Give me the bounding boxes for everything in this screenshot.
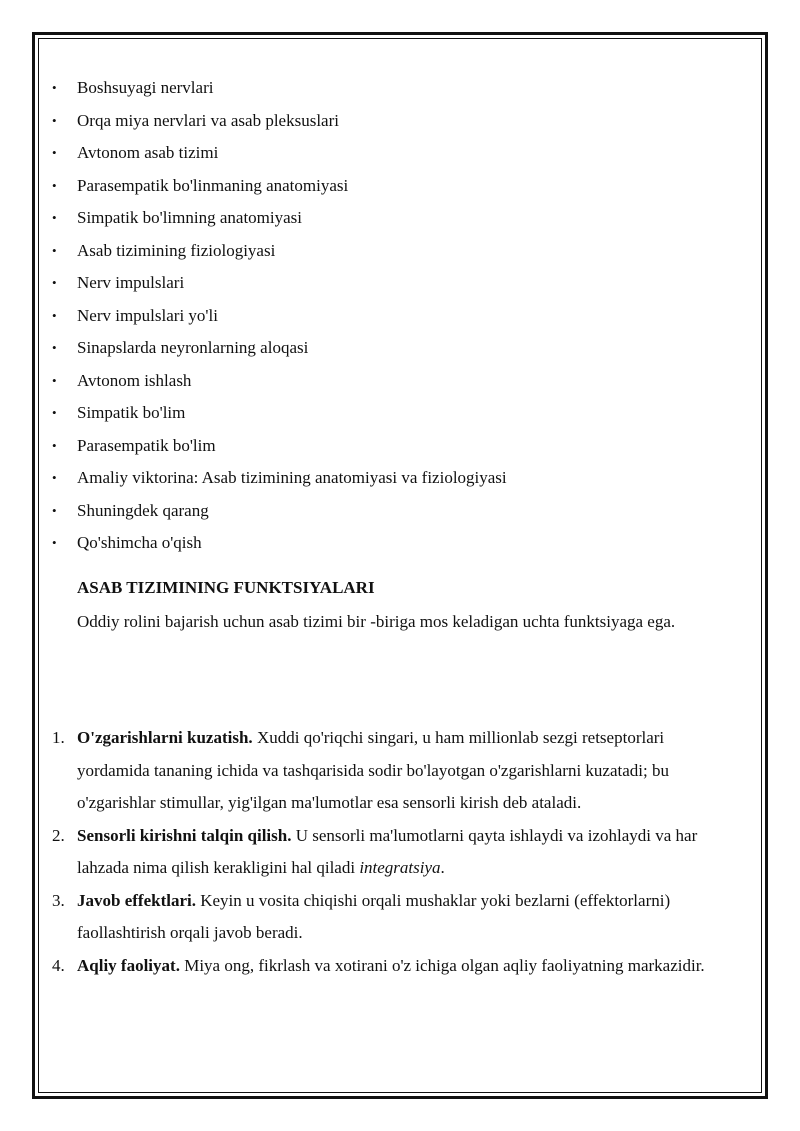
bullet-icon: •: [52, 372, 57, 388]
bullet-icon: •: [52, 535, 57, 550]
bullet-item: [50, 433, 507, 466]
function-item: [50, 950, 730, 983]
function-item: [50, 820, 730, 885]
bullet-text: Avtonom asab tizimi: [77, 143, 219, 162]
bullet-item: [50, 140, 507, 173]
bullet-icon: •: [52, 210, 57, 225]
bullet-icon: •: [52, 177, 57, 193]
item-number: 1.: [52, 728, 65, 747]
bullet-icon: •: [52, 340, 57, 355]
bullet-item: [50, 335, 507, 368]
bullet-item: [50, 173, 507, 206]
function-item: [50, 722, 730, 820]
bullet-icon: •: [52, 145, 57, 160]
bullet-icon: •: [52, 275, 57, 290]
bullet-text: Nerv impulslari: [77, 273, 185, 292]
bullet-item: [50, 108, 507, 141]
bullet-text: Nerv impulslari yo'li: [77, 305, 218, 325]
bullet-icon: •: [52, 470, 57, 485]
bullet-text: Shuningdek qarang: [77, 500, 209, 520]
bullet-item: [50, 368, 507, 401]
bullet-icon: •: [52, 80, 57, 95]
bullet-icon: •: [52, 405, 57, 420]
bullet-text: Sinapslarda neyronlarning aloqasi: [77, 338, 309, 357]
bullet-text: Parasempatik bo'linmaning anatomiyasi: [77, 175, 349, 195]
bullet-item: [50, 303, 507, 336]
function-text: Miya ong, fikrlash va xotirani o'z ichiga olgan aqliy faoliyatning markazidir.: [179, 955, 705, 975]
bullet-text: Simpatik bo'lim: [77, 403, 186, 422]
function-text: Xuddi qo'riqchi singari, u ham millionlab sezgi retseptorlari yordamida tananing ichida va tashqarisida sodir bo'layotgan o'zgarishlarni kuzatadi; bu o'zgarishlar stimullar, yig'ilgan ma'lumotlar esa sensorli kirish deb ataladi.: [77, 728, 669, 812]
bullet-text: Qo'shimcha o'qish: [77, 533, 202, 552]
bullet-item: [50, 530, 507, 563]
bullet-icon: •: [52, 437, 57, 453]
topic-bullet-list: [50, 75, 507, 563]
bullet-item: [50, 498, 507, 531]
function-text: U sensorli ma'lumotlarni qayta ishlaydi va izohlaydi va har lahzada nima qilish kerakligini hal qiladi: [77, 825, 698, 877]
bullet-text: Asab tizimining fiziologiyasi: [77, 240, 276, 260]
bullet-text: Avtonom ishlash: [77, 370, 192, 390]
bullet-item: [50, 400, 507, 433]
bullet-icon: •: [52, 242, 57, 258]
bullet-icon: •: [52, 112, 57, 128]
function-title: Aqliy faoliyat.: [77, 955, 180, 975]
section-heading: ASAB TIZIMINING FUNKTSIYALARI: [77, 578, 375, 597]
bullet-item: [50, 465, 507, 498]
function-title: O'zgarishlarni kuzatish.: [77, 728, 253, 747]
bullet-text: Orqa miya nervlari va asab pleksuslari: [77, 110, 339, 130]
bullet-item: [50, 270, 507, 303]
intro-paragraph: Oddiy rolini bajarish uchun asab tizimi bir -biriga mos keladigan uchta funktsiyaga ega.: [77, 612, 676, 631]
bullet-text: Boshsuyagi nervlari: [77, 78, 214, 97]
item-number: 3.: [52, 890, 65, 910]
function-text-tail: .: [440, 858, 445, 877]
function-title: Javob effektlari.: [77, 890, 196, 910]
bullet-item: [50, 205, 507, 238]
item-number: 2.: [52, 825, 65, 845]
bullet-icon: •: [52, 502, 57, 518]
function-item: [50, 885, 730, 950]
bullet-text: Simpatik bo'limning anatomiyasi: [77, 208, 302, 227]
function-title: Sensorli kirishni talqin qilish.: [77, 825, 292, 845]
bullet-text: Parasempatik bo'lim: [77, 435, 216, 455]
function-emphasis: integratsiya: [359, 858, 441, 877]
bullet-item: [50, 75, 507, 108]
item-number: 4.: [52, 955, 65, 975]
functions-numbered-list: [50, 722, 730, 982]
function-text: Keyin u vosita chiqishi orqali mushaklar yoki bezlarni (effektorlarni) faollashtirish orqali javob beradi.: [77, 890, 671, 942]
bullet-icon: •: [52, 307, 57, 323]
bullet-item: [50, 238, 507, 271]
bullet-text: Amaliy viktorina: Asab tizimining anatomiyasi va fiziologiyasi: [77, 468, 507, 487]
